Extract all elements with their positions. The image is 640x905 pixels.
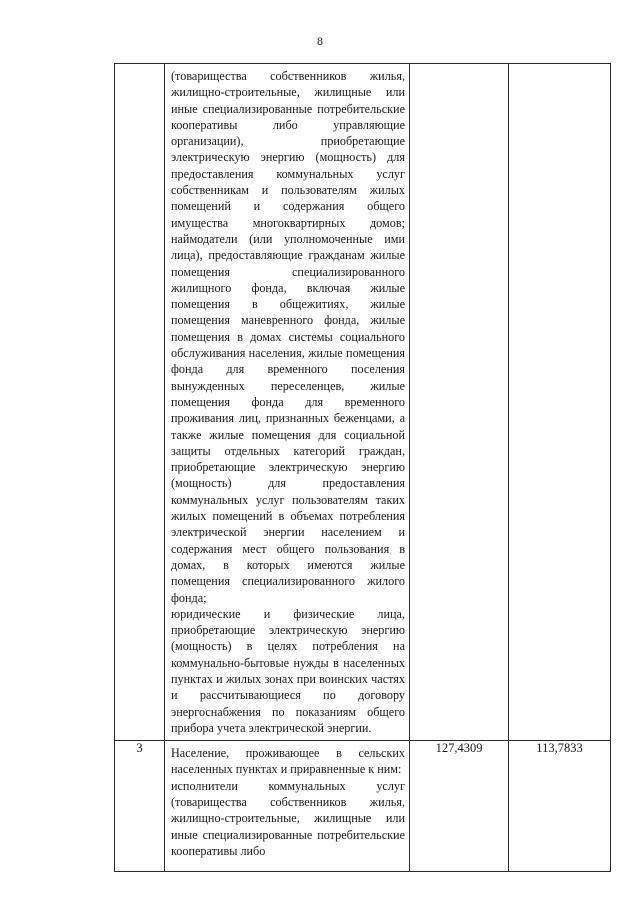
row-number-cell xyxy=(115,64,165,741)
value-cell-2 xyxy=(509,64,611,741)
value-cell-2: 113,7833 xyxy=(509,741,611,872)
tariff-table xyxy=(114,63,611,872)
description-paragraph: Население, проживающее в сельских населенных пунктах и приравненные к ним: xyxy=(171,746,405,777)
page-number: 8 xyxy=(317,34,323,48)
table-row xyxy=(115,741,611,872)
description-paragraph: (товарищества собственников жилья, жилищно-строительные, жилищные или иные специализированные потребительские кооперативы либо управляющие организации), приобретающие электрическую энергию (мощность) для предоставления коммунальных услуг собственникам и пользователям жилых помещений и содержания общего имущества многоквартирных домов; наймодатели (или уполномоченные ими лица), предоставляющие гражданам жилые помещения специализированного жилищного фонда, включая жилые помещения в общежитиях, жилые помещения маневренного фонда, жилые помещения в домах системы социального обслуживания населения, жилые помещения фонда для временного поселения вынужденных переселенцев, жилые помещения фонда для временного проживания лиц, признанных беженцами, а также жилые помещения для социальной защиты отдельных категорий граждан, приобретающие электрическую энергию (мощность) для предоставления коммунальных услуг пользователям таких жилых помещений в объемах потребления электрической энергии населением и содержания мест общего пользования в домах, в которых имеются жилые помещения специализированного жилого фонда; xyxy=(171,69,405,605)
value-cell-1 xyxy=(410,64,509,741)
description-cell xyxy=(165,741,410,872)
table-row xyxy=(115,64,611,741)
description-cell xyxy=(165,64,410,741)
description-paragraph: исполнители коммунальных услуг (товарищества собственников жилья, жилищно-строительные, жилищные или иные специализированные потребительские кооперативы либо xyxy=(171,778,405,858)
row-number-cell: 3 xyxy=(115,741,165,872)
description-paragraph: юридические и физические лица, приобретающие электрическую энергию (мощность) в целях потребления на коммунально-бытовые нужды в населенных пунктах и жилых зонах при воинских частях и рассчитывающиеся по договору энергоснабжения по показаниям общего прибора учета электрической энергии. xyxy=(171,606,405,735)
value-cell-1: 127,4309 xyxy=(410,741,509,872)
